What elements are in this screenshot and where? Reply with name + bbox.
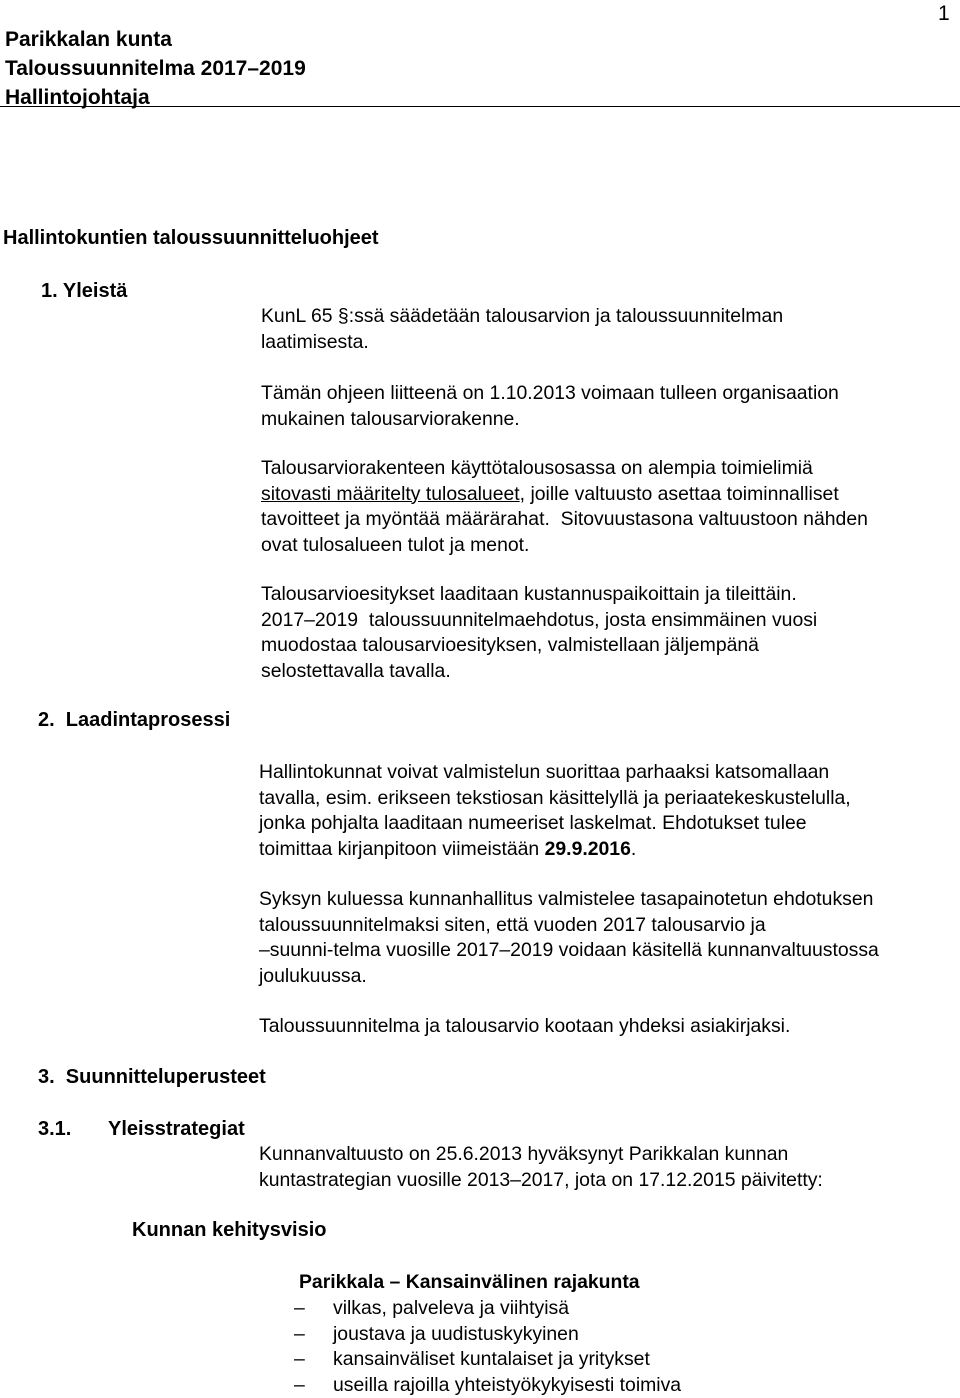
text-line: tavalla, esim. erikseen tekstiosan käsittelyllä ja periaatekeskustelulla, [259, 786, 851, 809]
text-line: Tämän ohjeen liitteenä on 1.10.2013 voimaan tulleen organisaation [261, 382, 839, 404]
list-item [294, 1296, 681, 1322]
text-line: jonka pohjalta laaditaan numeeriset laskelmat. Ehdotukset tulee [259, 812, 807, 834]
section-2-paragraph-1 [259, 760, 851, 862]
text-line: Kunnanvaltuusto on 25.6.2013 hyväksynyt Parikkalan kunnan [259, 1143, 789, 1165]
header-divider [0, 106, 960, 107]
section-1-paragraph-4 [261, 582, 817, 684]
text-line: muodostaa talousarvioesityksen, valmistellaan jäljempänä [261, 634, 759, 656]
section-1-heading: 1. Yleistä [41, 280, 128, 302]
text-span: toimittaa kirjanpitoon viimeistään [259, 837, 545, 860]
subsection-number: 3.1. [38, 1118, 72, 1140]
list-item [294, 1322, 681, 1348]
list-item-text: useilla rajoilla yhteistyökykyisesti toimiva [333, 1373, 682, 1396]
section-2-heading: 2. Laadintaprosessi [38, 709, 231, 731]
text-line: Hallintokunnat voivat valmistelun suorittaa parhaaksi katsomallaan [259, 761, 830, 783]
section-1-paragraph-1 [261, 304, 783, 355]
text-line: Talousarvioesitykset laaditaan kustannuspaikoittain ja tileittäin. [261, 583, 797, 605]
text-span: . [630, 837, 637, 860]
text-line: tavoitteet ja myöntää määrärahat. Sitovuustasona valtuustoon nähden [261, 508, 868, 530]
text-line: Talousarviorakenteen käyttötalousosassa on alempia toimielimiä [261, 457, 813, 479]
text-line [261, 482, 868, 508]
text-line: KunL 65 §:ssä säädetään talousarvion ja taloussuunnitelman [261, 305, 784, 327]
list-item-text: joustava ja uudistuskykyinen [333, 1322, 579, 1345]
list-item-text: vilkas, palveleva ja viihtyisä [333, 1297, 570, 1319]
deadline-date: 29.9.2016 [544, 837, 631, 860]
list-item-text: kansainväliset kuntalaiset ja yritykset [333, 1348, 650, 1370]
subsection-title: Yleisstrategiat [108, 1118, 245, 1140]
list-item [294, 1347, 681, 1373]
text-line: –suunni-telma vuosille 2017–2019 voidaan käsitellä kunnanvaltuustossa [259, 939, 879, 961]
text-line: kuntastrategian vuosille 2013–2017, jota on 17.12.2015 päivitetty: [259, 1168, 823, 1191]
text-line: mukainen talousarviorakenne. [261, 407, 520, 430]
vision-bullet-list [294, 1296, 681, 1398]
vision-heading: Kunnan kehitysvisio [132, 1219, 327, 1241]
section-2-paragraph-2 [259, 887, 879, 989]
text-line: taloussuunnitelmaksi siten, että vuoden 2017 talousarvio ja [259, 913, 766, 936]
text-line: 2017–2019 taloussuunnitelmaehdotus, josta ensimmäinen vuosi [261, 608, 818, 631]
text-line: Syksyn kuluessa kunnanhallitus valmistelee tasapainotetun ehdotuksen [259, 888, 874, 910]
text-line [259, 837, 851, 863]
underlined-term: sitovasti määritelty tulosalueet [261, 482, 520, 505]
section-2-paragraph-3: Taloussuunnitelma ja talousarvio kootaan yhdeksi asiakirjaksi. [259, 1015, 791, 1037]
header-author: Hallintojohtaja [5, 86, 150, 109]
text-line: laatimisesta. [261, 330, 369, 353]
text-span: , joille valtuusto asettaa toiminnalliset [519, 482, 839, 505]
dash-bullet-icon: – [294, 1322, 305, 1345]
header-organization: Parikkalan kunta [5, 28, 172, 51]
dash-bullet-icon: – [294, 1348, 305, 1370]
header-document-name: Taloussuunnitelma 2017–2019 [5, 57, 306, 80]
text-line: selostettavalla tavalla. [261, 659, 451, 682]
section-3-paragraph-1 [259, 1142, 823, 1193]
section-1-paragraph-2 [261, 381, 839, 432]
vision-title: Parikkala – Kansainvälinen rajakunta [299, 1271, 640, 1293]
document-title: Hallintokuntien taloussuunnitteluohjeet [3, 227, 379, 249]
dash-bullet-icon: – [294, 1297, 305, 1319]
page-number: 1 [938, 2, 950, 25]
text-line: ovat tulosalueen tulot ja menot. [261, 533, 530, 556]
section-3-heading: 3. Suunnitteluperusteet [38, 1066, 266, 1088]
list-item [294, 1373, 681, 1398]
text-line: joulukuussa. [259, 964, 367, 987]
section-1-paragraph-3 [261, 456, 868, 558]
dash-bullet-icon: – [294, 1373, 305, 1396]
